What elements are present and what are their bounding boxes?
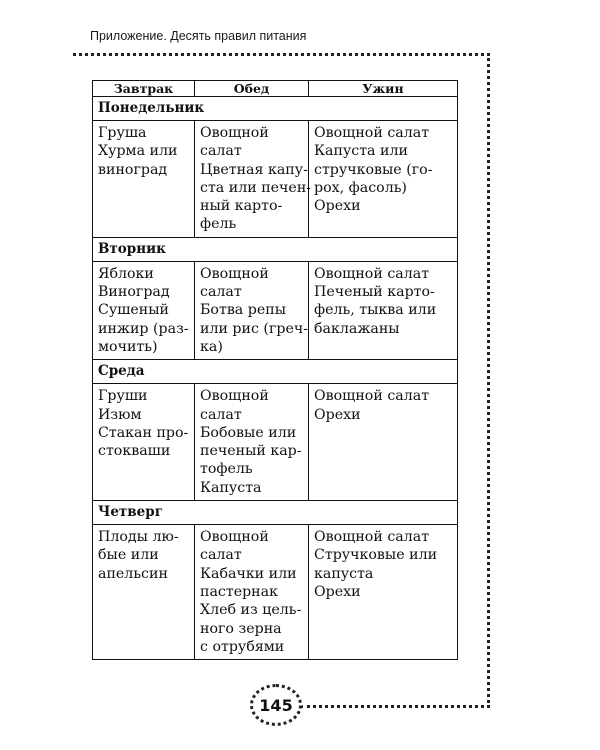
food-item: Груша [98, 125, 147, 141]
food-item: Кабачки или [200, 565, 297, 582]
food-item: Овощной [200, 529, 269, 546]
food-item: тофель [200, 461, 253, 478]
food-item: Хурма или [98, 143, 178, 160]
column-header-lunch: Обед [195, 81, 309, 97]
food-item: Хлеб из цель- [200, 602, 302, 619]
dinner-cell [309, 525, 458, 660]
food-item: фель [200, 216, 237, 233]
dinner-cell [309, 384, 458, 501]
food-item: салат [200, 547, 242, 564]
food-item: или рис (греч- [200, 320, 309, 337]
food-item: бые или [98, 547, 159, 564]
meal-row [93, 121, 458, 238]
lunch-cell [195, 384, 309, 501]
day-row [93, 97, 458, 121]
meal-row [93, 261, 458, 359]
food-item: Овощной салат [314, 529, 430, 546]
column-header-breakfast: Завтрак [93, 81, 195, 97]
day-name: Среда [93, 360, 458, 384]
food-item: мочить) [98, 338, 158, 355]
food-item: Виноград [98, 284, 170, 301]
breakfast-cell [93, 261, 195, 359]
food-item: стокваши [98, 443, 171, 460]
food-item: Бобовые или [200, 424, 297, 441]
food-item: ный карто- [200, 198, 283, 215]
food-item: Овощной [200, 265, 269, 282]
food-item: Ботва репы [200, 302, 286, 319]
food-item: ка) [200, 338, 223, 355]
food-item: Изюм [98, 406, 142, 423]
food-item: салат [200, 284, 242, 301]
food-item: Овощной [200, 125, 269, 141]
food-item: Груши [98, 388, 148, 405]
food-item: Сушеный [98, 302, 169, 319]
food-item: капуста [314, 565, 374, 582]
food-item: Орехи [314, 406, 361, 423]
food-item: виноград [98, 161, 168, 178]
day-name: Понедельник [93, 97, 458, 121]
day-name: Четверг [93, 501, 458, 525]
food-item: ного зерна [200, 620, 282, 637]
food-item: салат [200, 406, 242, 423]
food-item: Овощной салат [314, 388, 430, 405]
food-item: Орехи [314, 198, 361, 215]
food-item: Овощной салат [314, 265, 430, 282]
dotted-border-right [487, 53, 490, 708]
column-header-dinner: Ужин [309, 81, 458, 97]
lunch-cell [195, 261, 309, 359]
day-row [93, 501, 458, 525]
dinner-cell [309, 121, 458, 238]
food-item: Цветная капу- [200, 161, 308, 178]
food-item: баклажаны [314, 320, 400, 337]
day-name: Вторник [93, 237, 458, 261]
lunch-cell [195, 121, 312, 238]
food-item: Плоды лю- [98, 529, 179, 546]
day-row [93, 360, 458, 384]
breakfast-cell [93, 525, 195, 660]
food-item: с отрубями [200, 638, 285, 655]
food-item: Стручковые или [314, 547, 438, 564]
breakfast-cell [93, 121, 195, 238]
breakfast-cell [93, 384, 195, 501]
food-item: Капуста [200, 479, 262, 496]
food-item: рох, фасоль) [314, 179, 407, 196]
lunch-cell [195, 525, 309, 660]
food-item: пастернак [200, 583, 278, 600]
food-item: Капуста или [314, 143, 408, 160]
food-item: фель, тыква или [314, 302, 437, 319]
page-number: 145 [250, 684, 302, 726]
table-body [93, 97, 458, 660]
day-row [93, 237, 458, 261]
meal-row [93, 525, 458, 660]
food-item: апельсин [98, 565, 168, 582]
food-item: печеный кар- [200, 443, 302, 460]
dotted-border-top [73, 53, 490, 56]
food-item: ста или печен- [200, 179, 312, 196]
table-header-row [93, 81, 458, 97]
food-item: Яблоки [98, 265, 154, 282]
dotted-border-bottom [300, 705, 490, 708]
food-item: Овощной салат [314, 125, 430, 141]
food-item: Орехи [314, 583, 361, 600]
food-item: стручковые (го- [314, 161, 433, 178]
food-item: инжир (раз- [98, 320, 189, 337]
dinner-cell [309, 261, 458, 359]
meal-plan-table [92, 80, 458, 660]
food-item: Печеный карто- [314, 284, 435, 301]
food-item: салат [200, 143, 242, 160]
food-item: Стакан про- [98, 424, 189, 441]
food-item: Овощной [200, 388, 269, 405]
meal-row [93, 384, 458, 501]
running-header: Приложение. Десять правил питания [90, 29, 307, 43]
